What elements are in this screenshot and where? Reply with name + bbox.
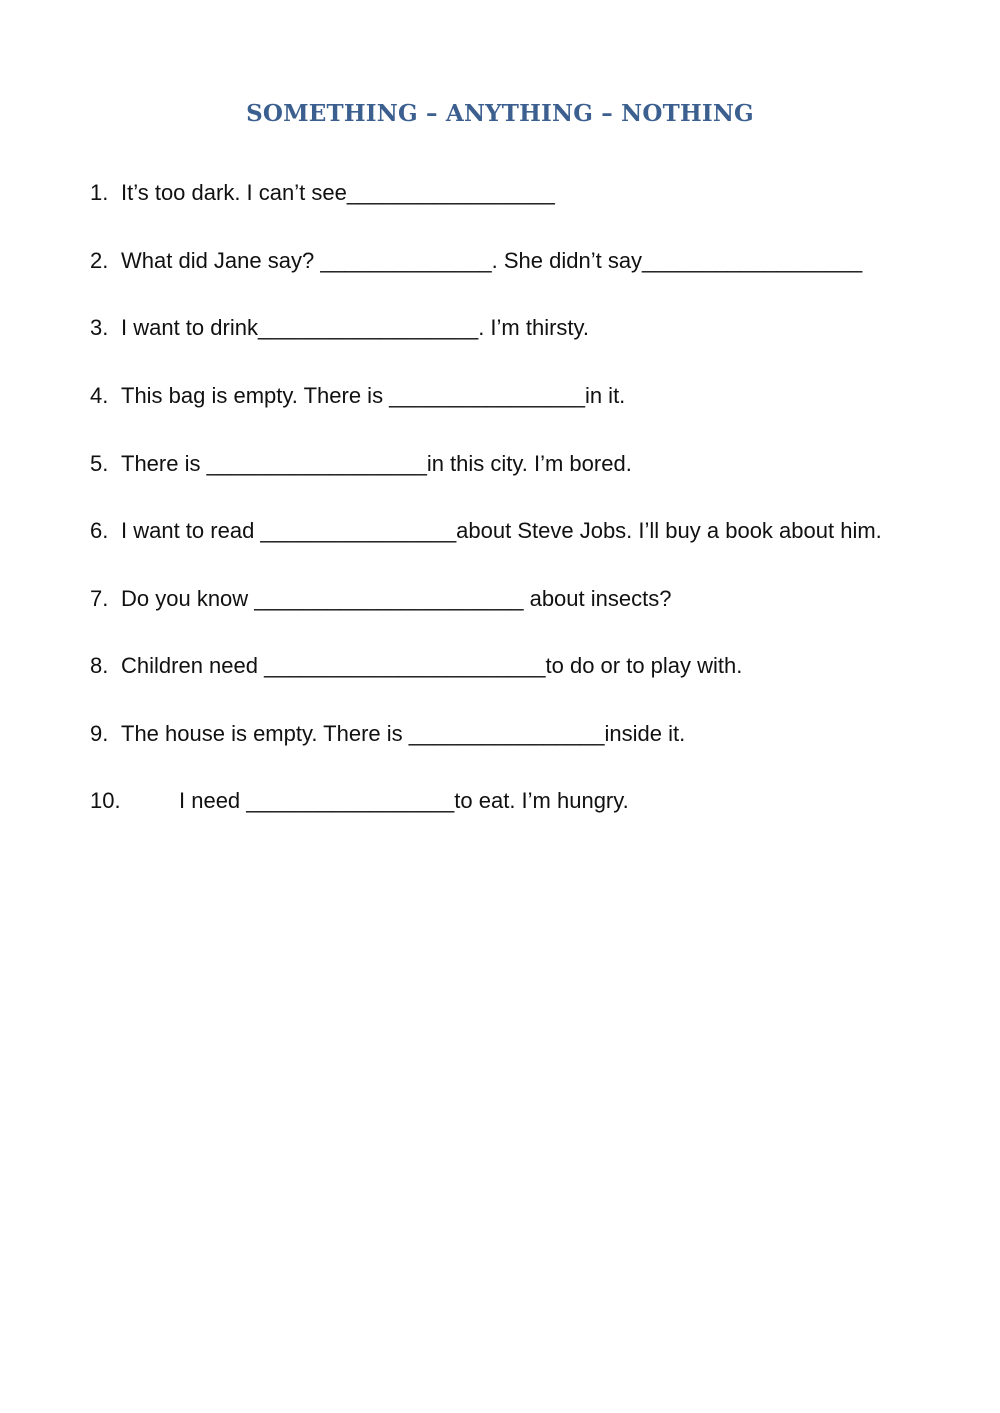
item-text: This bag is empty. There is ________________in it. (121, 383, 626, 408)
exercise-item-9 (90, 720, 685, 748)
exercise-item-7 (90, 585, 671, 613)
item-number: 10. (90, 788, 121, 813)
item-number: 1. (90, 180, 109, 205)
item-text: I want to drink__________________. I’m thirsty. (121, 315, 590, 340)
item-text: Do you know ______________________ about insects? (121, 586, 672, 611)
item-number: 3. (90, 315, 109, 340)
worksheet-title: SOMETHING – ANYTHING – NOTHING (246, 100, 754, 127)
exercise-item-8 (90, 652, 742, 680)
item-text: I want to read ________________about Steve Jobs. I’ll buy a book about him. (121, 518, 882, 543)
exercise-item-4 (90, 382, 625, 410)
exercise-item-3 (90, 314, 589, 342)
exercise-item-10 (90, 787, 629, 815)
item-number: 5. (90, 451, 109, 476)
item-number: 8. (90, 653, 109, 678)
item-number: 6. (90, 518, 109, 543)
item-number: 2. (90, 248, 109, 273)
exercise-item-6 (90, 517, 882, 545)
exercise-item-5 (90, 450, 632, 478)
item-text: The house is empty. There is ________________inside it. (121, 721, 686, 746)
item-number: 7. (90, 586, 109, 611)
item-text: It’s too dark. I can’t see_________________ (121, 180, 555, 205)
exercise-item-1 (90, 179, 555, 207)
item-text: Children need _______________________to do or to play with. (121, 653, 743, 678)
item-text: I need _________________to eat. I’m hungry. (179, 788, 629, 813)
item-number: 4. (90, 383, 109, 408)
item-number: 9. (90, 721, 109, 746)
item-text: What did Jane say? ______________. She didn’t say__________________ (121, 248, 863, 273)
exercise-item-2 (90, 247, 862, 275)
item-text: There is __________________in this city. I’m bored. (121, 451, 632, 476)
